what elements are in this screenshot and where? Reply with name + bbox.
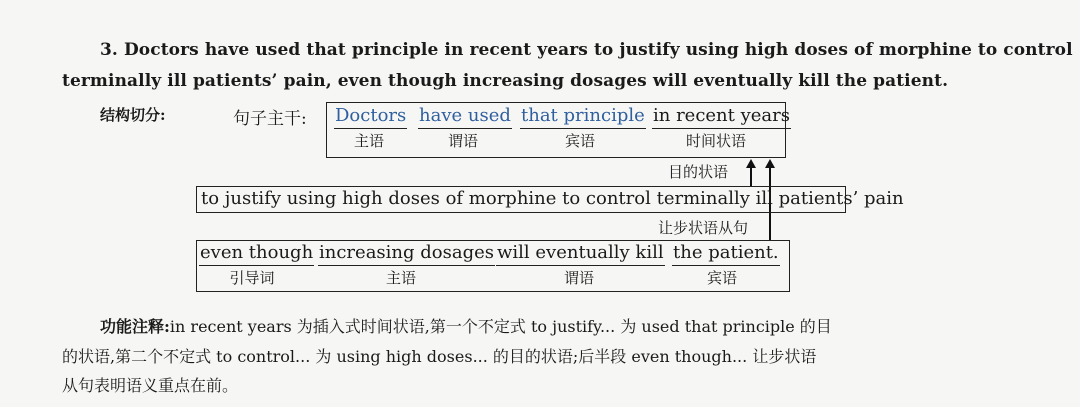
main-segment-object bbox=[520, 105, 645, 151]
segment-role: 宾语 bbox=[706, 269, 737, 287]
clause-segment-conjunction bbox=[199, 242, 314, 288]
structure-label: 结构切分: bbox=[100, 106, 166, 124]
segment-role: 谓语 bbox=[563, 269, 594, 287]
concession-arrow-head bbox=[765, 159, 775, 168]
note-line-1 bbox=[100, 314, 832, 337]
infinitive-text: to justify using high doses of morphine to control terminally ill patients’ pain bbox=[201, 188, 904, 209]
segment-text: Doctors bbox=[334, 105, 407, 129]
question-line-1: 3. Doctors have used that principle in recent years to justify using high doses of morphine to control bbox=[100, 40, 1073, 60]
segment-text: in recent years bbox=[652, 105, 791, 129]
segment-role: 主语 bbox=[353, 132, 384, 150]
clause-segment-subject bbox=[318, 242, 494, 288]
note-line-3: 从句表明语义重点在前。 bbox=[62, 376, 239, 395]
clause-segment-predicate bbox=[496, 242, 662, 288]
main-clause-label: 句子主干: bbox=[233, 109, 307, 129]
concession-label: 让步状语从句 bbox=[658, 219, 749, 237]
main-segment-subject bbox=[334, 105, 407, 151]
segment-text: have used bbox=[418, 105, 512, 129]
segment-role: 宾语 bbox=[564, 132, 595, 150]
segment-role: 时间状语 bbox=[685, 132, 746, 150]
note-line-2: 的状语,第二个不定式 to control... 为 using high doses... 的目的状语;后半段 even though... 让步状语 bbox=[62, 347, 817, 366]
main-segment-time-adverbial bbox=[652, 105, 791, 151]
clause-segment-object bbox=[672, 242, 779, 288]
segment-role: 主语 bbox=[385, 269, 416, 287]
segment-text: the patient. bbox=[672, 242, 780, 266]
note-text-1: in recent years 为插入式时间状语,第一个不定式 to justify... 为 used that principle 的目 bbox=[169, 317, 832, 336]
note-label: 功能注释: bbox=[100, 317, 170, 336]
segment-role: 引导词 bbox=[229, 269, 275, 287]
segment-text: even though bbox=[199, 242, 314, 266]
purpose-label: 目的状语 bbox=[668, 163, 729, 181]
segment-role: 谓语 bbox=[447, 132, 478, 150]
main-segment-predicate bbox=[418, 105, 511, 151]
question-line-2: terminally ill patients’ pain, even though increasing dosages will eventually kill the patient. bbox=[62, 71, 949, 91]
segment-text: that principle bbox=[520, 105, 646, 129]
segment-text: increasing dosages bbox=[318, 242, 495, 266]
segment-text: will eventually kill bbox=[496, 242, 665, 266]
purpose-arrow-line bbox=[750, 166, 752, 186]
purpose-arrow-head bbox=[746, 159, 756, 168]
